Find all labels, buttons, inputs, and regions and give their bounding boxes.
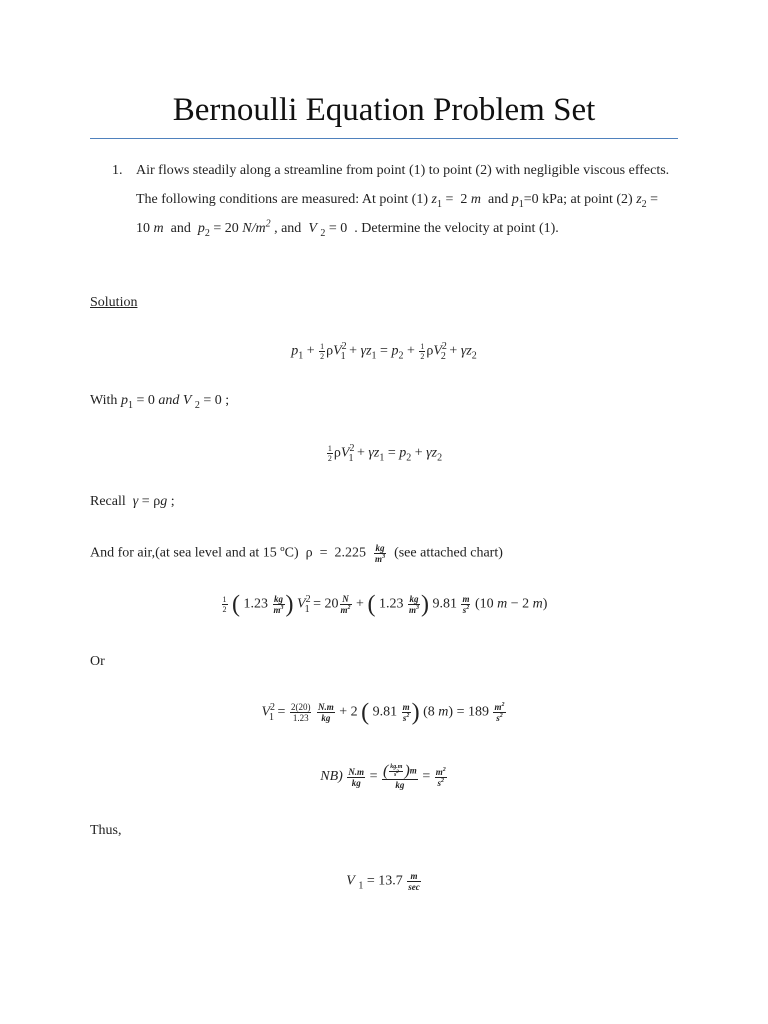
thus-label: Thus,	[90, 823, 122, 838]
with-condition: With $p_1 = 0$ and V $_2$ = 0 ;	[90, 393, 230, 411]
reduced-equation: $\frac{1}{2}$ $\rho V^2_1 + \gamma z_1 = p_2 + \gamma z_2$	[327, 443, 443, 464]
recall-line: Recall γ = ρg ;	[90, 494, 175, 509]
unit-check-equation: NB) $\frac{N.m}{kg}$ = ( $\frac{kg.m}{s^2}$ )m kg = $\frac{m^2}{s^2}$	[320, 762, 446, 790]
problem-text: Air flows steadily along a streamline from point (1) to point (2) with negligible viscous effects. The following conditions are measured: At point (1) $z_1 = 2$ m and $p_1=0$ kPa; at point (2) $z_2 = 10$ m and $p_2 = 20$ $N/m^2$ , and V $_2$ = 0 . Determine the velocity at point (1).	[136, 163, 670, 239]
problem-1	[112, 156, 672, 243]
v1-squared-equation: $V^2_1$ = $\frac{2(20)}{1.23}$ $\frac{N.m}{kg}$ + 2 ( 9.81 $\frac{m}{s^2}$ ) (8 m) = 189 $\frac{m^2}{s^2}$	[261, 699, 505, 726]
substituted-equation: $\frac{1}{2}$ ( 1.23 $\frac{kg}{m^3}$ ) $V^2_1 = 20$ $\frac{N}{m^2}$ + ( 1.23 $\frac{kg}{m^3}$ ) 9.81 $\frac{m}{s^2}$ (10 m − 2 m)	[222, 591, 548, 618]
problem-number: 1.	[112, 163, 123, 178]
solution-heading: Solution	[90, 295, 138, 310]
page-title: Bernoulli Equation Problem Set	[172, 92, 596, 128]
air-density-line: And for air,(at sea level and at 15 ºC) ρ = 2.225 $\frac{kg}{m^3}$ (see attached chart)	[90, 543, 503, 564]
or-label: Or	[90, 654, 105, 669]
final-result-equation: V $_1$ = 13.7 $\frac{m}{\sec}$	[346, 871, 420, 892]
title-divider	[90, 138, 678, 139]
bernoulli-equation: $p_1$ + $\frac{1}{2}$ $\rho V^2_1 + \gamma z_1 = p_2$ + $\frac{1}{2}$ $\rho V^2_2 + \gamma z_2$	[291, 341, 477, 362]
